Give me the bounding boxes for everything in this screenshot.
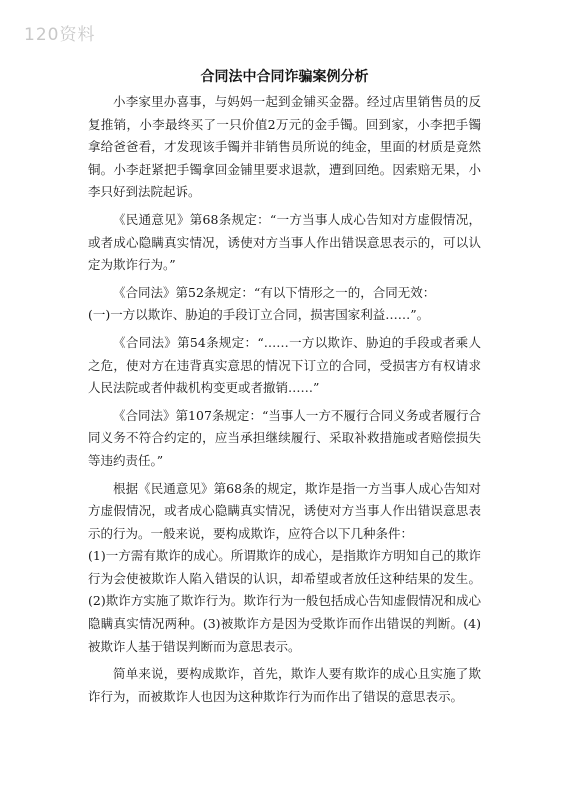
paragraph-article-52: 《合同法》第52条规定：“有以下情形之一的，合同无效： [113, 284, 436, 300]
paragraph-article-68: 《民通意见》第68条规定：“一方当事人成心告知对方虚假情况，或者成心隐瞒真实情况，诱使对方当事人作出错误意思表示的，可以认定为欺诈行为。” [88, 211, 481, 273]
document-body [88, 66, 481, 708]
paragraph-conditions: (1)一方需有欺诈的成心。所谓欺诈的成心，是指欺诈方明知自己的欺诈行为会使被欺诈人陷入错误的认识，却希望或者放任这种结果的发生。(2)欺诈方实施了欺诈行为。欺诈行为一般包括成心告知虚假情况和成心隐瞒真实情况两种。(3)被欺诈方是因为受欺诈而作出错误的判断。(4)被欺诈人基于错误判断而为意思表示。 [88, 548, 481, 654]
document-title: 合同法中合同诈骗案例分析 [200, 69, 369, 85]
paragraph-analysis: 根据《民通意见》第68条的规定，欺诈是指一方当事人成心告知对方虚假情况，或者成心隐瞒真实情况，诱使对方当事人作出错误意思表示的行为。一般来说，要构成欺诈，应符合以下几种条件： [88, 480, 481, 541]
paragraph-conclusion: 简单来说，要构成欺诈，首先，欺诈人要有欺诈的成心且实施了欺诈行为，而被欺诈人也因为这种欺诈行为而作出了错误的意思表示。 [88, 666, 481, 704]
paragraph-article-52-item-1: (一)一方以欺诈、胁迫的手段订立合同，损害国家利益……”。 [88, 307, 430, 323]
paragraph-article-54: 《合同法》第54条规定：“……一方以欺诈、胁迫的手段或者乘人之危，使对方在违背真实意思的情况下订立的合同，受损害方有权请求人民法院或者仲裁机构变更或者撤销……” [88, 334, 481, 396]
paragraph-article-107: 《合同法》第107条规定：“当事人一方不履行合同义务或者履行合同义务不符合约定的，应当承担继续履行、采取补救措施或者赔偿损失等违约责任。” [88, 407, 481, 468]
paragraph-case-story: 小李家里办喜事，与妈妈一起到金铺买金器。经过店里销售员的反复推销，小李最终买了一只价值2万元的金手镯。回到家，小李把手镯拿给爸爸看，才发现该手镯并非销售员所说的纯金，里面的材质是竟然铜。小李赶紧把手镯拿回金铺里要求退款，遭到回绝。因索赔无果，小李只好到法院起诉。 [88, 94, 481, 200]
watermark-logo: 120资料 [24, 25, 96, 45]
